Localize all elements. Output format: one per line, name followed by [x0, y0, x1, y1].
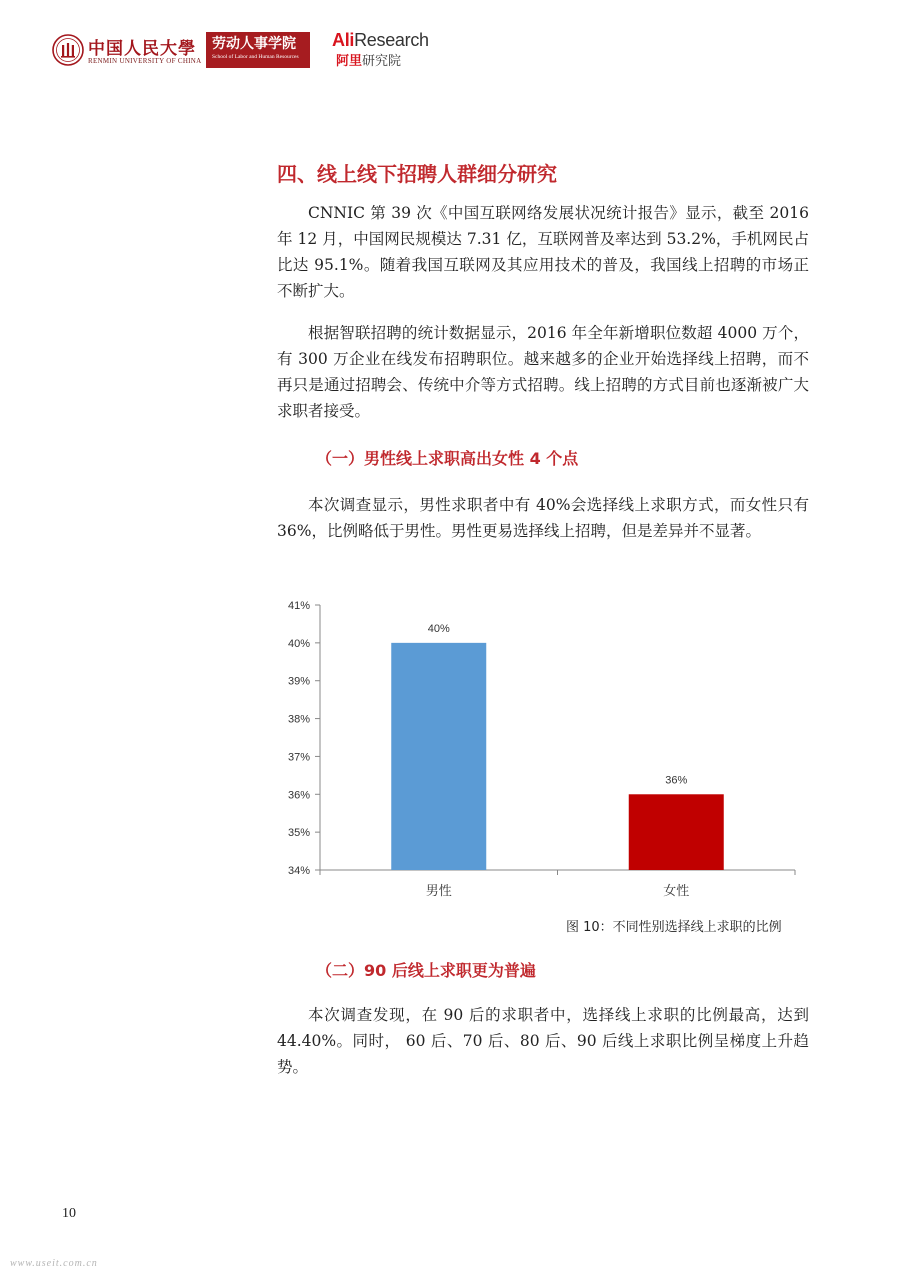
data-label: 40% [427, 622, 450, 635]
y-tick-label: 37% [287, 751, 310, 764]
paragraph-post90-survey: 本次调查发现，在 90 后的求职者中，选择线上求职的比例最高，达到 44.40%。同时， 60 后、70 后、80 后、90 后线上求职比例呈梯度上升趋势。 [277, 1006, 809, 1076]
figure-caption: 图 10：不同性别选择线上求职的比例 [566, 920, 782, 935]
paragraph-gender-survey: 本次调查显示，男性求职者中有 40%会选择线上求职方式，而女性只有 36%，比例略低于男性。男性更易选择线上招聘，但是差异并不显著。 [277, 496, 809, 540]
y-tick-label: 35% [287, 827, 310, 840]
bar-female [629, 794, 724, 870]
y-tick-label: 36% [287, 789, 310, 802]
university-name: 中国人民大學 [88, 39, 196, 59]
data-label: 36% [665, 774, 688, 787]
subtitle-gender: （一）男性线上求职高出女性 4 个点 [316, 449, 579, 468]
page-header [0, 0, 905, 80]
x-tick-label: 男性 [425, 884, 452, 899]
bar-male [391, 643, 486, 870]
y-tick-label: 38% [287, 713, 310, 726]
subtitle-post90: （二）90 后线上求职更为普遍 [316, 961, 536, 980]
school-name: 劳动人事学院 [212, 36, 296, 52]
y-tick-label: 34% [287, 865, 310, 877]
gender-bar-chart [270, 590, 815, 905]
school-english-name: School of Labor and Human Resources [212, 54, 299, 60]
aliresearch-logo-chinese: 阿里研究院 [336, 54, 402, 69]
aliresearch-logo-english: AliResearch [332, 30, 429, 50]
watermark: www.useit.com.cn [10, 1258, 98, 1269]
paragraph-cnnic: CNNIC 第 39 次《中国互联网络发展状况统计报告》显示，截至 2016 年 12 月，中国网民规模达 7.31 亿，互联网普及率达到 53.2%，手机网民占比达 95.1%。随着我国互联网及其应用技术的普及，我国线上招聘的市场正不断扩大。 [277, 204, 809, 300]
section-title: 四、线上线下招聘人群细分研究 [277, 162, 557, 186]
y-tick-label: 39% [287, 675, 310, 688]
page-number: 10 [62, 1206, 76, 1221]
y-tick-label: 40% [287, 637, 310, 650]
university-english-name: RENMIN UNIVERSITY OF CHINA [88, 57, 202, 65]
y-tick-label: 41% [287, 600, 310, 612]
paragraph-zhaopin: 根据智联招聘的统计数据显示，2016 年全年新增职位数超 4000 万个，有 300 万企业在线发布招聘职位。越来越多的企业开始选择线上招聘，而不再只是通过招聘会、传统中介等方式招聘。线上招聘的方式目前也逐渐被广大求职者接受。 [277, 324, 809, 420]
x-tick-label: 女性 [663, 884, 690, 899]
university-seal-icon [52, 34, 84, 66]
school-badge [206, 32, 310, 68]
